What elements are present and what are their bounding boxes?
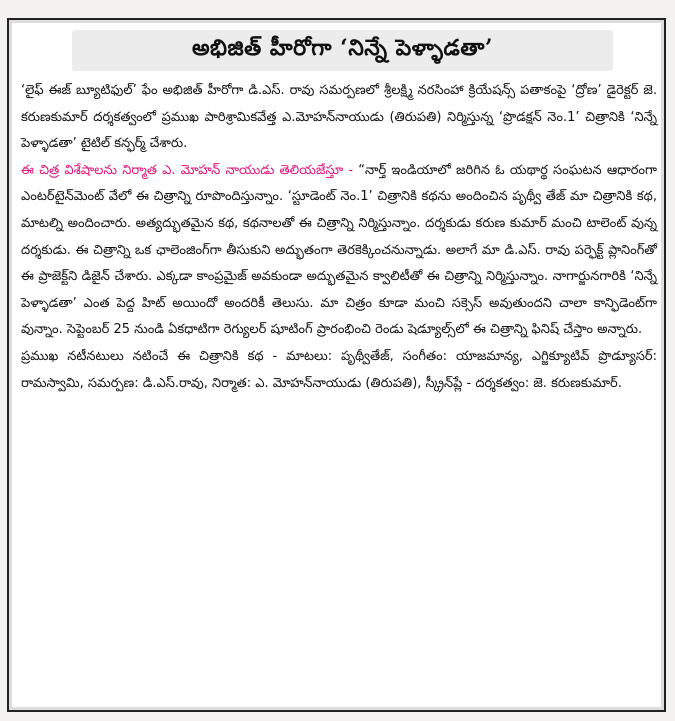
article-frame	[7, 18, 666, 712]
intro-paragraph: ‘లైఫ్ ఈజ్ బ్యూటిఫుల్’ ఫేం అభిజిత్ హీరోగా డి.ఎస్. రావు సమర్పణలో శ్రీలక్ష్మి నరసింహా క్రియేషన్స్ పతాకంపై ‘ద్రోణ’ డైరెక్టర్ జె. కరుణకుమార్ దర్శకత్వంలో ప్రముఖ పారిశ్రామికవేత్త ఎ.మోహన్‌నాయుడు (తిరుపతి) నిర్మిస్తున్న ‘ప్రొడక్షన్ నెం.1’ చిత్రానికి ‘నిన్నే పెళ్ళాడతా’ టైటిల్ కన్ఫర్మ్ చేశారు.	[21, 83, 657, 152]
headline-banner	[72, 30, 613, 71]
quote-body: “నార్త్ ఇండియాలో జరిగిన ఓ యథార్థ సంఘటన ఆధారంగా ఎంటర్‌టైన్‌మెంట్ వేలో ఈ చిత్రాన్ని రూపొందిస్తున్నాం. ‘స్టూడెంట్ నెం.1’ చిత్రానికి కథను అందించిన పృథ్వీ తేజ్ మా చిత్రానికి కథ, మాటల్ని అందించారు. అత్యద్భుతమైన కథ, కథనాలతో ఈ చిత్రాన్ని నిర్మిస్తున్నాం. దర్శకుడు కరుణ కుమార్ మంచి టాలెంట్ వున్న దర్శకుడు. ఈ చిత్రాన్ని ఒక ఛాలెంజింగ్‌గా తీసుకుని అద్భుతంగా తెరకెక్కించనున్నాడు. అలాగే మా డి.ఎస్. రావు పర్ఫెక్ట్ ప్లానింగ్‌తో ఈ ప్రాజెక్ట్‌ని డిజైన్ చేశారు. ఎక్కడా కాంప్రమైజ్ అవకుండా అద్భుతమైన క్వాలిటీతో ఈ చిత్రాన్ని నిర్మిస్తున్నాం. నాగార్జునగారికి ‘నిన్నే పెళ్ళాడతా’ ఎంత పెద్ద హిట్ అయిందో అందరికీ తెలుసు. మా చిత్రం కూడా మంచి సక్సెస్ అవుతుందని చాలా కాన్ఫిడెంట్‌గా వున్నాం. సెప్టెంబర్ 25 నుండి ఏకధాటిగా రెగ్యులర్ షూటింగ్ ప్రారంభించి రెండు షెడ్యూల్స్‌లో ఈ చిత్రాన్ని ఫినిష్ చేస్తాం అన్నారు.	[21, 162, 657, 338]
credits-paragraph: ప్రముఖ నటీనటులు నటించే ఈ చిత్రానికి కథ - మాటలు: పృథ్వీతేజ్, సంగీతం: యాజమాన్య, ఎగ్జిక్యూటివ్ ప్రొడ్యూసర్: రామస్వామి, సమర్పణ: డి.ఎస్.రావు, నిర్మాత: ఎ. మోహన్‌నాయుడు (తిరుపతి), స్క్రీన్‌ప్లే - దర్శకత్వం: జె. కరుణకుమార్.	[21, 348, 657, 391]
quote-paragraph	[21, 158, 657, 344]
article-title: అభిజిత్ హీరోగా ‘నిన్నే పెళ్ళాడతా’	[191, 35, 494, 61]
article-body	[21, 78, 657, 397]
quote-lead: ఈ చిత్ర విశేషాలను నిర్మాత ఎ. మోహన్ నాయుడు తెలియజేస్తూ -	[21, 162, 354, 178]
